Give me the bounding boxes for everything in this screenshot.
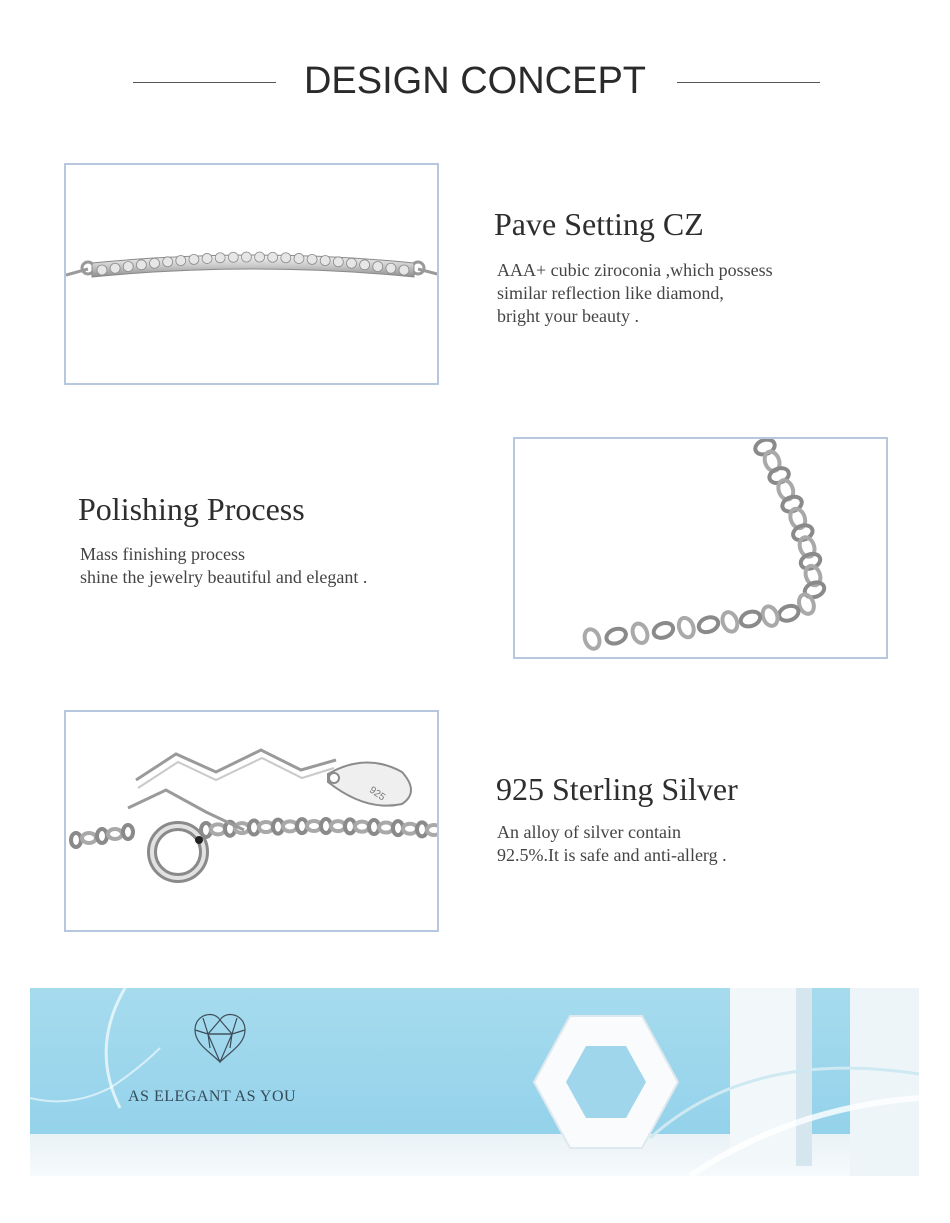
feature-desc-line: AAA+ cubic ziroconia ,which possess xyxy=(497,260,773,280)
elegant-banner xyxy=(30,988,919,1176)
feature-title-polishing: Polishing Process xyxy=(78,491,305,527)
pave-setting-image xyxy=(64,163,439,385)
banner-tagline: AS ELEGANT AS YOU xyxy=(128,1088,297,1105)
feature-desc-line: similar reflection like diamond, xyxy=(497,283,724,303)
chain-image xyxy=(513,437,888,659)
feature-desc-line: Mass finishing process xyxy=(80,544,245,564)
clasp-image xyxy=(64,710,439,932)
heart-gem-icon xyxy=(195,1015,245,1062)
feature-title-silver: 925 Sterling Silver xyxy=(496,771,738,807)
tag-charm-icon xyxy=(328,762,411,805)
feature-desc-polishing xyxy=(80,543,367,589)
feature-desc-line: An alloy of silver contain xyxy=(497,822,681,842)
feature-desc-pave xyxy=(497,259,773,328)
header-rule-right xyxy=(677,82,820,83)
feature-desc-line: bright your beauty . xyxy=(497,306,639,326)
svg-text:925: 925 xyxy=(366,784,387,804)
feature-desc-silver xyxy=(497,821,727,867)
feature-desc-line: 92.5%.It is safe and anti-allerg . xyxy=(497,845,727,865)
feature-title-pave: Pave Setting CZ xyxy=(494,206,704,242)
page-title: DESIGN CONCEPT xyxy=(303,60,647,102)
feature-desc-line: shine the jewelry beautiful and elegant . xyxy=(80,567,368,587)
